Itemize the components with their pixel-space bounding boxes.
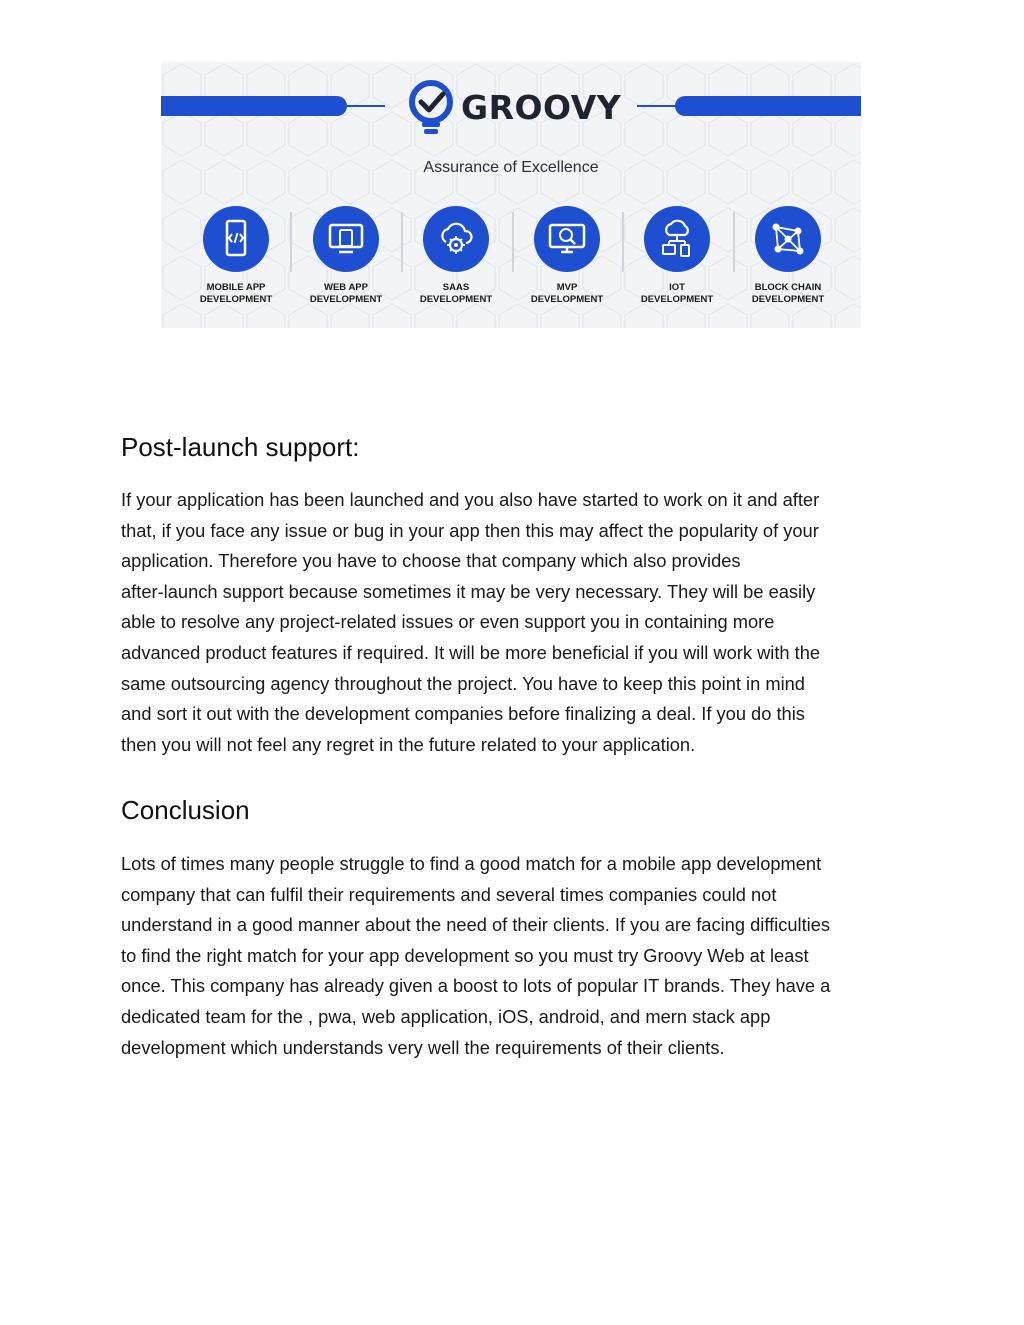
section-paragraph-conclusion [121,849,911,1063]
paragraph-line: that, if you face any issue or bug in your app then this may affect the popularity of your [121,519,819,541]
service-blockchain [733,206,843,306]
mvp-monitor-icon [534,206,600,272]
paragraph-line: application. Therefore you have to choose that company which also provides [121,550,741,572]
paragraph-line: development which understands very well the requirements of their clients. [121,1036,725,1058]
left-accent-line [347,105,385,107]
service-mobile-app [181,206,291,306]
groovy-banner [161,62,861,328]
service-label: SAAS DEVELOPMENT [419,282,493,305]
service-label: BLOCK CHAIN DEVELOPMENT [751,282,825,305]
service-web-app [291,206,401,306]
iot-cloud-devices-icon [644,206,710,272]
paragraph-line: If your application has been launched and you also have started to work on it and after [121,489,820,510]
service-iot [622,206,732,306]
service-label: IOT DEVELOPMENT [640,282,714,305]
brand-name: GROOVY [461,88,622,127]
cloud-gear-icon [423,206,489,272]
service-mvp [512,206,622,306]
service-label: WEB APP DEVELOPMENT [309,282,383,305]
service-label: MVP DEVELOPMENT [530,282,604,305]
paragraph-line: advanced product features if required. It will be more beneficial if you will work with the [121,641,821,663]
paragraph-line: once. This company has already given a boost to lots of popular IT brands. They have a [121,975,831,997]
services-row [181,206,851,316]
paragraph-line: company that can fulfil their requirements and several times companies could not [121,883,777,905]
paragraph-line: after-launch support because sometimes it may be very necessary. They will be easily [121,580,816,602]
left-accent-bar [161,96,347,116]
section-paragraph-post-launch [121,485,911,760]
web-app-icon [313,206,379,272]
section-heading-post-launch: Post-launch support: [121,432,360,462]
groovy-logo [407,80,627,138]
paragraph-line: then you will not feel any regret in the future related to your application. [121,733,696,755]
right-accent-line [637,105,675,107]
paragraph-line: same outsourcing agency throughout the project. You have to keep this point in mind [121,672,805,694]
service-saas [401,206,511,306]
paragraph-line: Lots of times many people struggle to find a good match for a mobile app development [121,853,822,874]
paragraph-line: and sort it out with the development companies before finalizing a deal. If you do this [121,703,805,725]
right-accent-bar [675,96,861,116]
section-heading-conclusion: Conclusion [121,795,250,825]
paragraph-line: to find the right match for your app development so you must try Groovy Web at least [121,944,809,966]
paragraph-line: dedicated team for the , pwa, web application, iOS, android, and mern stack app [121,1005,771,1027]
banner-tagline: Assurance of Excellence [423,159,599,176]
service-label: MOBILE APP DEVELOPMENT [199,282,273,305]
paragraph-line: able to resolve any project-related issues or even support you in containing more [121,611,775,633]
blockchain-network-icon [755,206,821,272]
mobile-code-icon [203,206,269,272]
lightbulb-check-icon [407,80,455,138]
paragraph-line: understand in a good manner about the need of their clients. If you are facing difficulties [121,914,831,936]
